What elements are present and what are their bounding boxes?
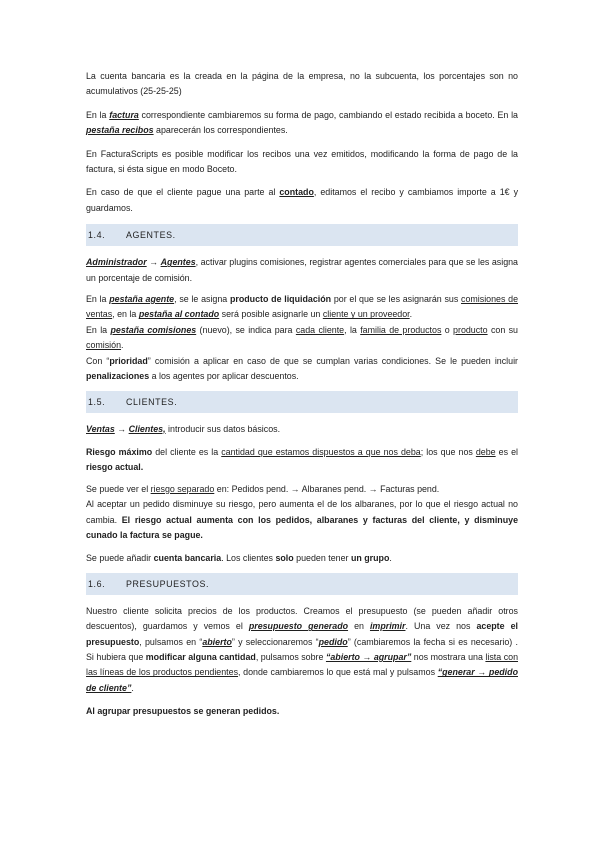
paragraph-presupuestos-group: Al agrupar presupuestos se generan pedidos.: [86, 706, 280, 717]
paragraph-agentes-intro: Administrador → Agentes, activar plugins comisiones, registrar agentes comerciales para que se les asigna un porcentaje de comisión.: [86, 257, 518, 283]
paragraph-receipts: En FacturaScripts es posible modificar los recibos una vez emitidos, modificando la forma de pago de la factura, si ésta sigue en modo Boceto.: [86, 148, 518, 175]
paragraph-cash-payment: En caso de que el cliente pague una parte al contado, editamos el recibo y cambiamos importe a 1€ y guardamos.: [86, 187, 519, 213]
section-heading-presupuestos: 1.6. PRESUPUESTOS.: [86, 573, 518, 595]
paragraph-invoice: En la factura correspondiente cambiaremos su forma de pago, cambiando el estado recibida a boceto. En la pestaña recibos aparecerán los correspondientes.: [86, 109, 518, 136]
section-heading-clientes: 1.5. CLIENTES.: [86, 391, 518, 413]
paragraph-agentes-priority: Con “prioridad” comisión a aplicar en caso de que se cumplan varias condiciones. Se le pueden incluir penalizaciones a los agentes por aplicar descuentos.: [86, 355, 518, 382]
section-heading-agentes: 1.4. AGENTES.: [86, 224, 518, 246]
paragraph-agentes-commissions: En la pestaña comisiones (nuevo), se indica para cada cliente, la familia de productos o producto con su comisión.: [86, 324, 518, 351]
document-body: [86, 69, 518, 720]
paragraph-clientes-bank: Se puede añadir cuenta bancaria. Los clientes solo pueden tener un grupo.: [86, 553, 392, 564]
paragraph-clientes-intro: Ventas → Clientes, introducir sus datos básicos.: [86, 423, 281, 434]
paragraph-presupuestos-flow: Nuestro cliente solicita precios de los productos. Creamos el presupuesto (se pueden añadir otros descuentos), guardamos y vemos el presupuesto generado en imprimir. Una vez nos acepte el presupuesto, pulsamos en “abierto” y seleccionaremos “pedido” (cambiaremos la fecha si es necesario) . Si hubiera que modificar alguna cantidad, pulsamos sobre “abierto → agrupar” nos mostrara una lista con las líneas de los productos pendientes, donde cambiaremos lo que está mal y pulsamos “generar → pedido de cliente”.: [86, 605, 519, 693]
paragraph-bank-account: La cuenta bancaria es la creada en la página de la empresa, no la subcuenta, los porcentajes son no acumulativos (25-25-25): [86, 71, 518, 97]
paragraph-clientes-order-risk: Al aceptar un pedido disminuye su riesgo, pero aumenta el de los albaranes, por lo que el riesgo actual no cambia. El riesgo actual aumenta con los pedidos, albaranes y facturas del cliente, y disminuye cunado la factura se pague.: [86, 499, 519, 540]
paragraph-clientes-risk: Riesgo máximo del cliente es la cantidad que estamos dispuestos a que nos deba; los que nos debe es el riesgo actual.: [86, 446, 519, 473]
paragraph-clientes-separate-risk: Se puede ver el riesgo separado en: Pedidos pend. → Albaranes pend. → Facturas pend.: [86, 483, 440, 494]
paragraph-agentes-tab: En la pestaña agente, se le asigna producto de liquidación por el que se les asignarán sus comisiones de ventas, en la pestaña al contado será posible asignarle un cliente y un proveedor.: [86, 294, 519, 320]
